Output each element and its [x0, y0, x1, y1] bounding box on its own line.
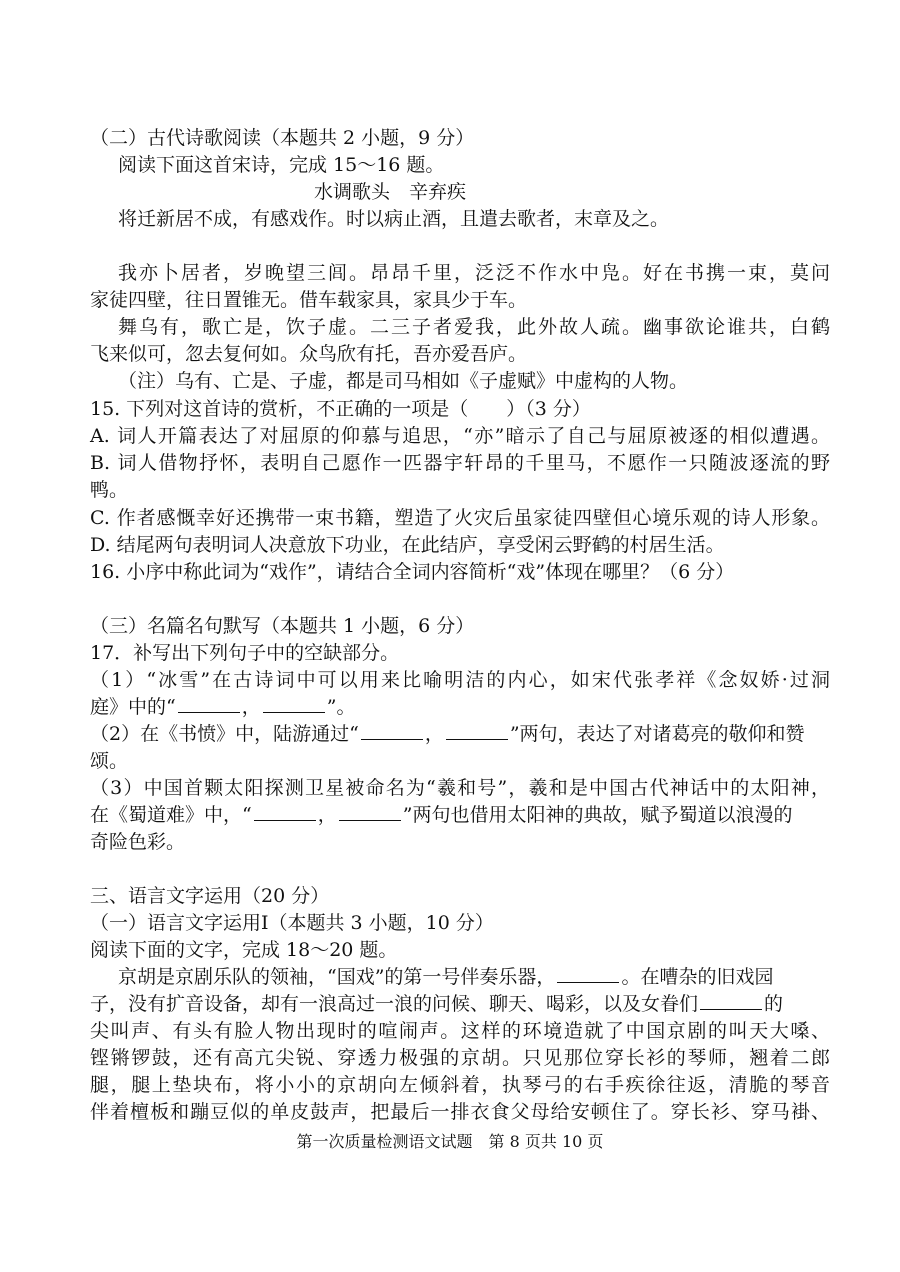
question-15: 15. 下列对这首诗的赏析，不正确的一项是（ ）（3 分） — [90, 398, 591, 420]
language-use-1-header: （一）语言文字运用Ⅰ（本题共 3 小题，10 分） — [90, 912, 494, 934]
text-fragment: ， — [317, 804, 337, 826]
question-15-option-a: A. 词人开篇表达了对屈原的仰慕与追思，“亦”暗示了自己与屈原被逐的相似遭遇。 — [90, 425, 830, 447]
fill-blank — [446, 721, 508, 740]
poem-preface: 将迁新居不成，有感戏作。时以病止酒，且遣去歌者，末章及之。 — [118, 208, 670, 230]
question-15-option-c: C. 作者感慨幸好还携带一束书籍，塑造了火灾后虽家徒四壁但心境乐观的诗人形象。 — [90, 507, 830, 529]
poem-title: 水调歌头 辛弃疾 — [314, 181, 467, 203]
poetry-section-header: （二）古代诗歌阅读（本题共 2 小题，9 分） — [90, 127, 475, 149]
poem-note: （注）乌有、亡是、子虚，都是司马相如《子虚赋》中虚构的人物。 — [118, 370, 689, 392]
text-fragment: ， — [424, 723, 444, 745]
question-17: 17．补写出下列句子中的空缺部分。 — [90, 642, 400, 664]
text-fragment: ”两句也借用太阳神的典故，赋予蜀道以浪漫的 — [402, 804, 793, 826]
text-fragment: 。在嘈杂的旧戏园 — [621, 966, 774, 988]
poem-line: 飞来似可，忽去复何如。众鸟欣有托，吾亦爱吾庐。 — [90, 343, 528, 365]
fill-blank — [339, 802, 401, 821]
question-17-2-cont: 颂。 — [90, 750, 129, 772]
text-fragment: ”。 — [326, 696, 356, 718]
question-17-3: （3）中国首颗太阳探测卫星被命名为“羲和号”，羲和是中国古代神话中的太阳神， — [90, 777, 830, 799]
fill-blank — [361, 721, 423, 740]
passage-line: 铿锵锣鼓，还有高亢尖锐、穿透力极强的京胡。只见那位穿长衫的琴师，翘着二郎 — [90, 1047, 830, 1069]
page-footer: 第一次质量检测语文试题 第 8 页共 10 页 — [296, 1132, 604, 1151]
text-fragment: 在《蜀道难》中，“ — [90, 804, 252, 826]
part-3-header: 三、语言文字运用（20 分） — [90, 885, 330, 907]
text-fragment: 京胡是京剧乐队的领袖，“国戏”的第一号伴奏乐器， — [118, 966, 556, 988]
text-fragment: 子，没有扩音设备，却有一浪高过一浪的问候、聊天、喝彩，以及女眷们 — [90, 993, 699, 1015]
famous-lines-header: （三）名篇名句默写（本题共 1 小题，6 分） — [90, 615, 475, 637]
poem-line: 家徒四壁，往日置锥无。借车载家具，家具少于车。 — [90, 289, 528, 311]
language-use-1-instruction: 阅读下面的文字，完成 18～20 题。 — [90, 939, 398, 961]
poem-line: 舞乌有，歌亡是，饮子虚。二三子者爱我，此外故人疏。幽事欲论谁共，白鹤 — [118, 316, 830, 338]
question-15-option-d: D. 结尾两句表明词人决意放下功业，在此结庐，享受闲云野鹤的村居生活。 — [90, 534, 725, 556]
text-fragment: ”两句，表达了对诸葛亮的敬仰和赞 — [509, 723, 805, 745]
passage-line: 腿，腿上垫块布，将小小的京胡向左倾斜着，执琴弓的右手疾徐往返，清脆的琴音 — [90, 1074, 830, 1096]
question-17-3-cont — [90, 802, 792, 828]
text-fragment: 庭》中的“ — [90, 696, 176, 718]
text-fragment: （2）在《书愤》中，陆游通过“ — [90, 723, 359, 745]
question-17-3-end: 奇险色彩。 — [90, 831, 186, 853]
question-15-option-b: B. 词人借物抒怀，表明自己愿作一匹器宇轩昂的千里马，不愿作一只随波逐流的野 — [90, 452, 830, 474]
passage-line: 伴着檀板和蹦豆似的单皮鼓声，把最后一排衣食父母给安顿住了。穿长衫、穿马褂、 — [90, 1101, 830, 1123]
question-16: 16. 小序中称此词为“戏作”，请结合全词内容简析“戏”体现在哪里？（6 分） — [90, 561, 735, 583]
fill-blank — [700, 991, 762, 1010]
passage-line — [90, 991, 783, 1017]
question-15-option-b-cont: 鸭。 — [90, 479, 129, 501]
text-fragment: ， — [241, 696, 261, 718]
passage-line — [118, 964, 773, 990]
passage-line: 尖叫声、有头有脸人物出现时的喧闹声。这样的环境造就了中国京剧的叫天大嗓、 — [90, 1020, 830, 1042]
fill-blank — [263, 694, 325, 713]
poetry-instruction: 阅读下面这首宋诗，完成 15～16 题。 — [118, 154, 445, 176]
fill-blank — [254, 802, 316, 821]
fill-blank — [557, 964, 619, 983]
text-fragment: 的 — [764, 993, 784, 1015]
question-17-2 — [90, 721, 805, 747]
fill-blank — [178, 694, 240, 713]
question-17-1-cont — [90, 694, 355, 720]
question-17-1: （1）“冰雪”在古诗词中可以用来比喻明洁的内心，如宋代张孝祥《念奴娇·过洞 — [90, 669, 830, 691]
poem-line: 我亦卜居者，岁晚望三闾。昂昂千里，泛泛不作水中凫。好在书携一束，莫问 — [118, 262, 830, 284]
